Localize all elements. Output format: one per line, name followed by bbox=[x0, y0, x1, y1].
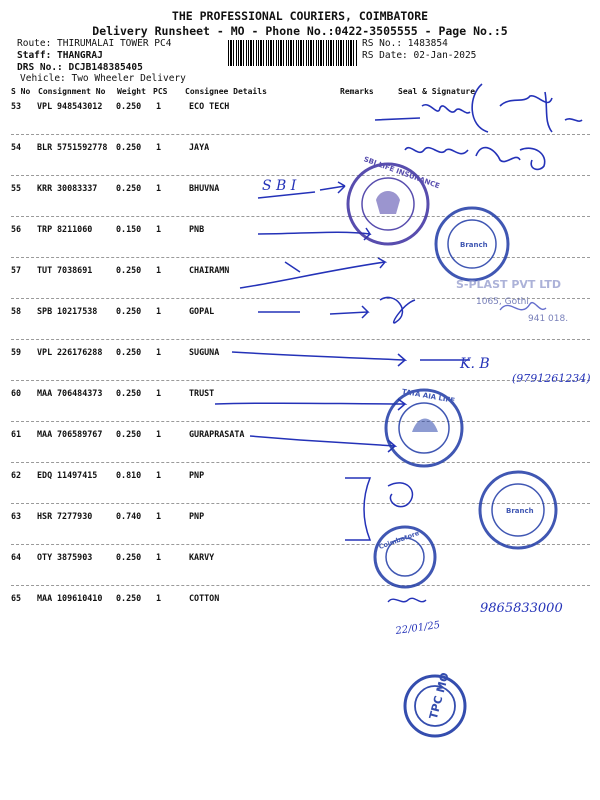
row-55-number: 30083337 bbox=[57, 183, 98, 193]
row-64-number: 3875903 bbox=[57, 552, 93, 562]
row-54-sno: 54 bbox=[11, 142, 22, 152]
arrow-row-56 bbox=[258, 228, 370, 240]
row-59-sno: 59 bbox=[11, 347, 22, 357]
row-57-consignee: CHAIRAMN bbox=[189, 265, 230, 275]
row-55-weight: 0.250 bbox=[116, 183, 142, 193]
row-53-consignee: ECO TECH bbox=[189, 101, 230, 111]
row-58-consignee: GOPAL bbox=[189, 306, 215, 316]
col-consignment: Consignment No bbox=[38, 87, 106, 96]
arrow-row-58 bbox=[258, 297, 415, 323]
stamp-splast-title: S-PLAST PVT LTD bbox=[456, 278, 562, 291]
row-62-pcs: 1 bbox=[156, 470, 162, 480]
stamp-sbi-text: SBI LIFE INSURANCE bbox=[362, 155, 441, 191]
stamp-tata-text: TATA AIA LIFE bbox=[401, 387, 456, 405]
row-63-weight: 0.740 bbox=[116, 511, 142, 521]
stamp-branch-text-1: Branch bbox=[460, 241, 488, 249]
row-56-number: 8211060 bbox=[57, 224, 93, 234]
col-weight: Weight bbox=[117, 87, 146, 96]
col-consignee: Consignee Details bbox=[185, 87, 267, 96]
row-57-prefix: TUT bbox=[37, 265, 53, 275]
row-60-weight: 0.250 bbox=[116, 388, 142, 398]
row-54-weight: 0.250 bbox=[116, 142, 142, 152]
row-55-sno: 55 bbox=[11, 183, 22, 193]
col-pcs: PCS bbox=[153, 87, 168, 96]
row-65-number: 109610410 bbox=[57, 593, 103, 603]
stamp-sbi-life bbox=[348, 155, 441, 244]
stamp-splast bbox=[456, 278, 568, 324]
row-64-consignee: KARVY bbox=[189, 552, 215, 562]
row-54-prefix: BLR bbox=[37, 142, 53, 152]
row-65-consignee: COTTON bbox=[189, 593, 220, 603]
row-63-consignee: PNP bbox=[189, 511, 205, 521]
stamp-branch-1 bbox=[436, 208, 508, 280]
row-54-pcs: 1 bbox=[156, 142, 162, 152]
row-53-prefix: VPL bbox=[37, 101, 53, 111]
row-59-pcs: 1 bbox=[156, 347, 162, 357]
row-56-weight: 0.150 bbox=[116, 224, 142, 234]
stamp-coimbatore bbox=[375, 527, 435, 587]
row-57-sno: 57 bbox=[11, 265, 22, 275]
row-53-weight: 0.250 bbox=[116, 101, 142, 111]
row-62-sno: 62 bbox=[11, 470, 22, 480]
date-handwriting: 22/01/25 bbox=[394, 619, 441, 637]
stamp-branch-2 bbox=[480, 472, 556, 548]
stamp-coimbatore-text: Coimbatore bbox=[377, 528, 421, 552]
row-57-number: 7038691 bbox=[57, 265, 93, 275]
rs-date: RS Date: 02-Jan-2025 bbox=[362, 50, 477, 61]
row-60-consignee: TRUST bbox=[189, 388, 215, 398]
bracket-row-62-63 bbox=[345, 478, 370, 540]
row-61-consignee: GURAPRASATA bbox=[189, 429, 245, 439]
stamp-splast-line: 1065, Gothi bbox=[476, 297, 529, 307]
row-55-prefix: KRR bbox=[37, 183, 53, 193]
row-64-weight: 0.250 bbox=[116, 552, 142, 562]
row-60-number: 706484373 bbox=[57, 388, 103, 398]
signature-row-54 bbox=[405, 148, 545, 170]
rs-number: RS No.: 1483854 bbox=[362, 38, 448, 49]
row-61-prefix: MAA bbox=[37, 429, 53, 439]
row-62-weight: 0.810 bbox=[116, 470, 142, 480]
row-64-sno: 64 bbox=[11, 552, 22, 562]
row-65-sno: 65 bbox=[11, 593, 22, 603]
row-54-number: 5751592778 bbox=[57, 142, 108, 152]
arrow-row-59 bbox=[232, 352, 470, 366]
row-56-consignee: PNB bbox=[189, 224, 205, 234]
row-62-prefix: EDQ bbox=[37, 470, 53, 480]
row-65-weight: 0.250 bbox=[116, 593, 142, 603]
col-seal-signature: Seal & Signature bbox=[398, 87, 476, 96]
row-60-prefix: MAA bbox=[37, 388, 53, 398]
row-56-pcs: 1 bbox=[156, 224, 162, 234]
row-59-prefix: VPL bbox=[37, 347, 53, 357]
kb-handwriting: K. B bbox=[460, 356, 490, 372]
row-63-prefix: HSR bbox=[37, 511, 53, 521]
drs-label: DRS No.: DCJB148385405 bbox=[17, 62, 143, 73]
row-58-weight: 0.250 bbox=[116, 306, 142, 316]
col-remarks: Remarks bbox=[340, 87, 374, 96]
row-60-sno: 60 bbox=[11, 388, 22, 398]
staff-label: Staff: THANGRAJ bbox=[17, 50, 103, 61]
row-54-consignee: JAYA bbox=[189, 142, 210, 152]
row-62-consignee: PNP bbox=[189, 470, 205, 480]
row-60-pcs: 1 bbox=[156, 388, 162, 398]
route-label: Route: THIRUMALAI TOWER PC4 bbox=[17, 38, 172, 49]
row-64-prefix: OTY bbox=[37, 552, 53, 562]
phone-handwriting-row-65: 9865833000 bbox=[480, 601, 563, 616]
sbi-handwriting: S B I bbox=[262, 178, 297, 194]
signature-row-62 bbox=[388, 483, 412, 507]
row-63-sno: 63 bbox=[11, 511, 22, 521]
stamp-splast-phone: 941 018. bbox=[528, 314, 569, 324]
stamp-branch-text-2: Branch bbox=[506, 507, 534, 515]
row-61-number: 706589767 bbox=[57, 429, 103, 439]
col-sno: S No bbox=[11, 87, 31, 96]
row-56-prefix: TRP bbox=[37, 224, 53, 234]
row-63-number: 7277930 bbox=[57, 511, 93, 521]
row-61-pcs: 1 bbox=[156, 429, 162, 439]
row-53-pcs: 1 bbox=[156, 101, 162, 111]
row-59-weight: 0.250 bbox=[116, 347, 142, 357]
row-57-weight: 0.250 bbox=[116, 265, 142, 275]
arrow-row-57 bbox=[240, 258, 385, 288]
row-65-pcs: 1 bbox=[156, 593, 162, 603]
row-64-pcs: 1 bbox=[156, 552, 162, 562]
row-62-number: 11497415 bbox=[57, 470, 98, 480]
stamp-tpc-text: TPC MO bbox=[426, 671, 452, 721]
row-58-prefix: SPB bbox=[37, 306, 53, 316]
row-58-sno: 58 bbox=[11, 306, 22, 316]
row-53-number: 948543012 bbox=[57, 101, 103, 111]
row-53-sno: 53 bbox=[11, 101, 22, 111]
row-65-prefix: MAA bbox=[37, 593, 53, 603]
vehicle-label: Vehicle: Two Wheeler Delivery bbox=[20, 73, 186, 84]
stamp-tata-aia bbox=[386, 388, 462, 466]
row-59-number: 226176288 bbox=[57, 347, 103, 357]
stamp-tpc-mo bbox=[405, 671, 465, 736]
row-61-weight: 0.250 bbox=[116, 429, 142, 439]
arrow-row-61 bbox=[250, 436, 395, 452]
row-58-number: 10217538 bbox=[57, 306, 98, 316]
row-55-consignee: BHUVNA bbox=[189, 183, 220, 193]
runsheet-subtitle: Delivery Runsheet - MO - Phone No.:0422-3505555 - Page No.:5 bbox=[92, 24, 508, 38]
company-title: THE PROFESSIONAL COURIERS, COIMBATORE bbox=[171, 9, 429, 23]
signature-row-65 bbox=[388, 598, 426, 602]
arrow-row-60 bbox=[215, 399, 405, 410]
phone-handwriting-row-59: (9791261234) bbox=[512, 372, 591, 385]
row-63-pcs: 1 bbox=[156, 511, 162, 521]
row-61-sno: 61 bbox=[11, 429, 22, 439]
row-57-pcs: 1 bbox=[156, 265, 162, 275]
row-56-sno: 56 bbox=[11, 224, 22, 234]
row-59-consignee: SUGUNA bbox=[189, 347, 220, 357]
row-58-pcs: 1 bbox=[156, 306, 162, 316]
row-55-pcs: 1 bbox=[156, 183, 162, 193]
signature-row-53 bbox=[375, 84, 582, 132]
